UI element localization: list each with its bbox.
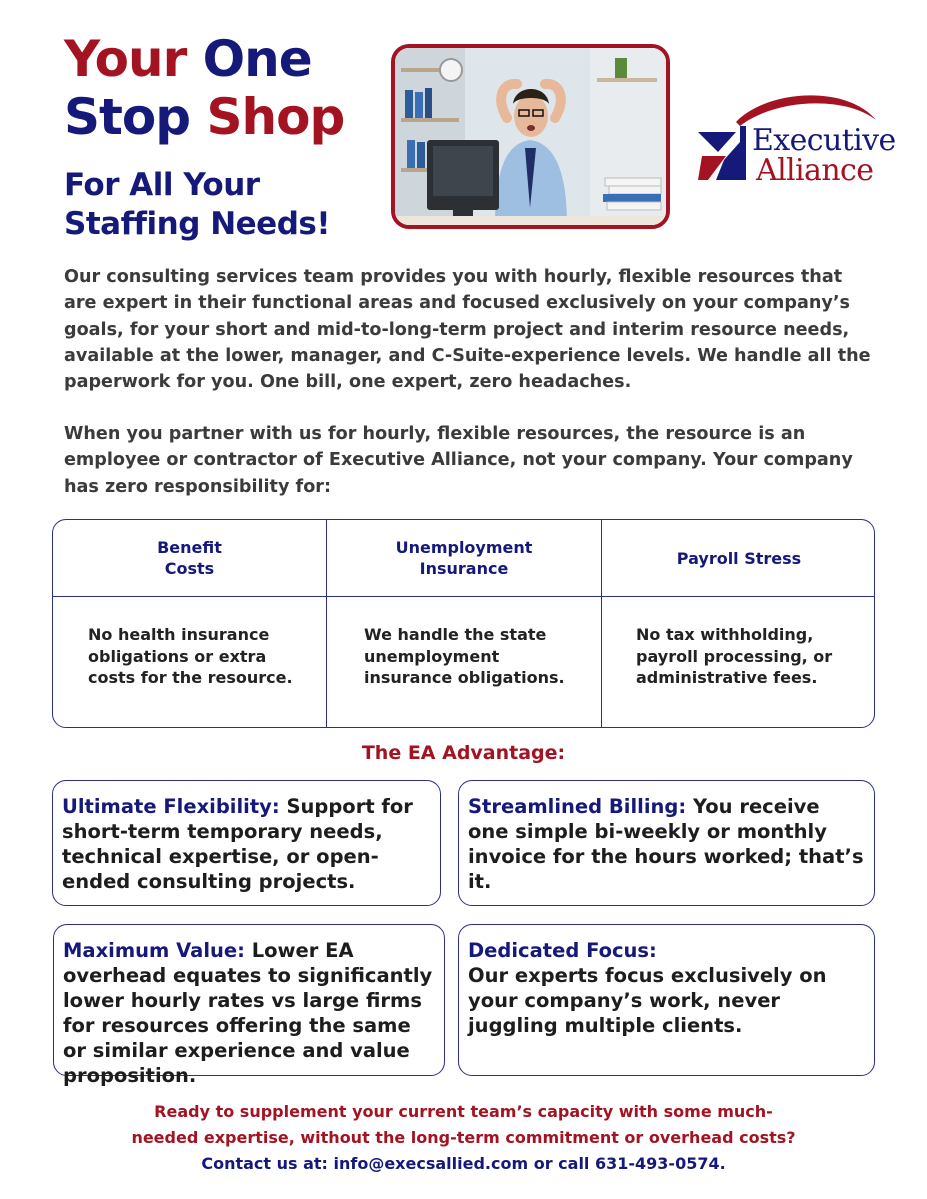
- responsibility-table: [52, 519, 875, 728]
- heading-line-1: Benefit: [157, 538, 222, 557]
- responsibility-description: No tax withholding, payroll processing, or administrative fees.: [636, 625, 833, 687]
- responsibility-heading: [327, 520, 601, 597]
- advantage-body: You receive one simple bi-weekly or monthly invoice for the hours worked; that’s it.: [468, 795, 864, 893]
- responsibility-description: We handle the state unemployment insurance obligations.: [364, 625, 565, 687]
- responsibility-description: No health insurance obligations or extra costs for the resource.: [88, 625, 293, 687]
- logo-wordmark: [752, 123, 896, 188]
- cta-line-1: Ready to supplement your current team’s capacity with some much-: [154, 1102, 773, 1121]
- responsibility-column-unemployment-insurance: [327, 520, 602, 727]
- advantage-title: Maximum Value:: [63, 939, 245, 962]
- headline-word-stop: Stop: [64, 88, 191, 146]
- partnership-paragraph: When you partner with us for hourly, flexible resources, the resource is an employee or contractor of Executive Alliance, not your company. Your company has zero responsibility for:: [64, 424, 853, 497]
- stressed-office-worker-image: [395, 48, 666, 225]
- advantage-card-value: [53, 924, 445, 1087]
- heading-line-2: Costs: [164, 559, 215, 578]
- advantage-section-title: The EA Advantage:: [361, 742, 566, 764]
- logo-word-alliance: Alliance: [756, 153, 874, 188]
- cta-line-2: needed expertise, without the long-term commitment or overhead costs?: [131, 1128, 796, 1147]
- contact-info: Contact us at: info@execsallied.com or call 631-493-0574.: [201, 1154, 726, 1173]
- heading-line-1: Payroll Stress: [676, 548, 802, 568]
- subheadline: [64, 166, 384, 244]
- advantage-body: Our experts focus exclusively on your company’s work, never juggling multiple clients.: [468, 964, 827, 1037]
- headline-word-shop: Shop: [206, 88, 345, 146]
- responsibility-column-benefit-costs: [53, 520, 327, 727]
- headline-word-your: Your: [64, 30, 187, 88]
- responsibility-heading: [53, 520, 326, 597]
- logo-word-executive: Executive: [752, 123, 896, 158]
- heading-line-1: Unemployment: [395, 538, 533, 557]
- hero-photo: [391, 44, 670, 229]
- headline-word-one: One: [202, 30, 312, 88]
- call-to-action: [0, 1099, 927, 1177]
- advantage-body: Lower EA overhead equates to significantly lower hourly rates vs large firms for resources offering the same or similar experience and value proposition.: [63, 939, 433, 1087]
- subheadline-line-1: For All Your: [64, 167, 260, 203]
- advantage-body: Support for short-term temporary needs, technical expertise, or open-ended consulting projects.: [62, 795, 413, 893]
- advantage-card-billing: [458, 780, 875, 906]
- advantage-card-focus: [458, 924, 875, 1076]
- advantage-card-flexibility: [52, 780, 441, 906]
- advantage-title: Ultimate Flexibility:: [62, 795, 280, 818]
- heading-line-2: Insurance: [419, 559, 509, 578]
- advantage-title: Dedicated Focus:: [468, 939, 657, 962]
- subheadline-line-2: Staffing Needs!: [64, 206, 330, 242]
- advantage-title: Streamlined Billing:: [468, 795, 687, 818]
- responsibility-column-payroll-stress: [602, 520, 875, 727]
- intro-paragraph: Our consulting services team provides you with hourly, flexible resources that are expert in their functional areas and focused exclusively on your company’s goals, for your short and mid-to-long-term project and interim resource needs, available at the lower, manager, and C-Suite-experience levels. We handle all the paperwork for you. One bill, one expert, zero headaches.: [64, 267, 871, 393]
- executive-alliance-logo: [696, 90, 906, 190]
- responsibility-heading: [602, 520, 875, 597]
- headline: [64, 30, 384, 146]
